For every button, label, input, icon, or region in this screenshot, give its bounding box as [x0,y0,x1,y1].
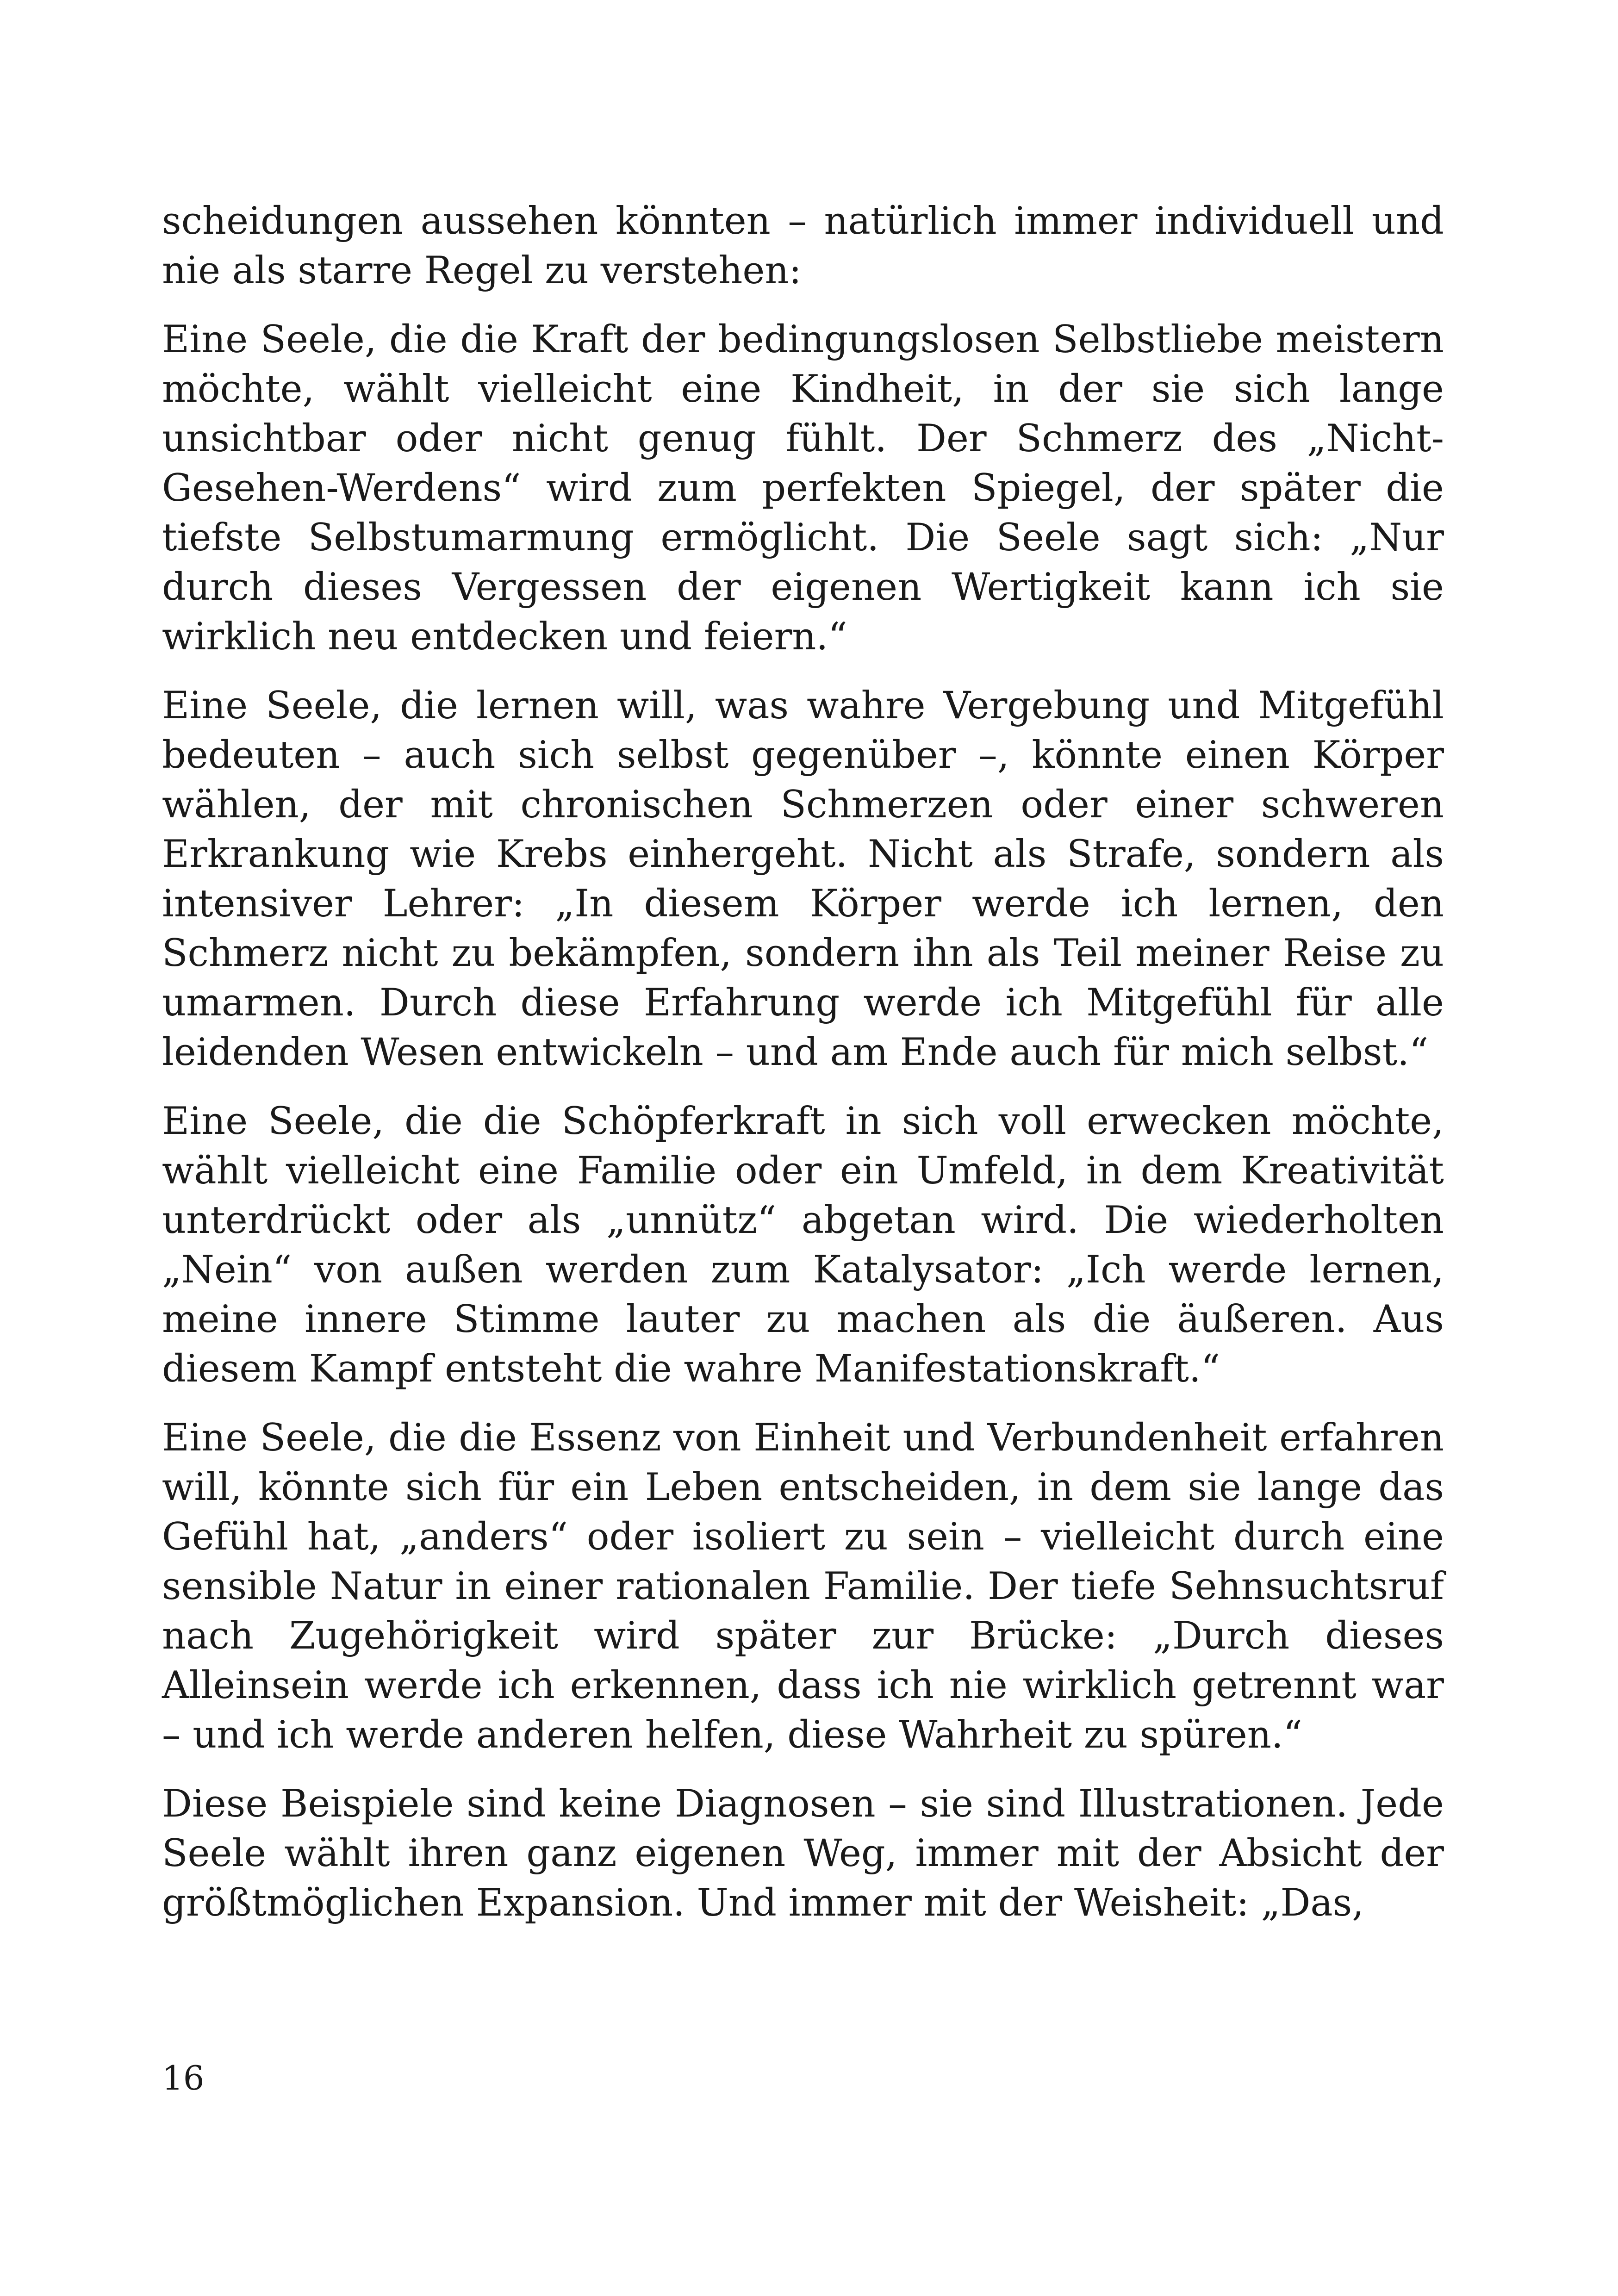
paragraph-1: scheidungen aussehen könnten – natürlich immer individuell und nie als starre Regel zu verstehen: [162,199,1444,292]
body-text [162,197,1444,1948]
paragraph-2: Eine Seele, die die Kraft der bedingungslosen Selbstliebe meistern möchte, wählt vielleicht eine Kindheit, in der sie sich lange unsichtbar oder nicht genug fühlt. Der Schmerz des „Nicht-Gesehen-Werdens“ wird zum perfekten Spiegel, der später die tiefste Selbstumarmung ermöglicht. Die Seele sagt sich: „Nur durch dieses Vergessen der eigenen Wertigkeit kann ich sie wirklich neu entdecken und feiern.“ [162,318,1444,659]
paragraph-4: Eine Seele, die die Schöpferkraft in sich voll erwecken möchte, wählt vielleicht eine Familie oder ein Umfeld, in dem Kreativität unterdrückt oder als „unnütz“ abgetan wird. Die wiederholten „Nein“ von außen werden zum Katalysator: „Ich werde lernen, meine innere Stimme lauter zu machen als die äußeren. Aus diesem Kampf entsteht die wahre Manifestationskraft.“ [162,1100,1444,1391]
paragraph-6: Diese Beispiele sind keine Diagnosen – sie sind Illustrationen. Jede Seele wählt ihren ganz eigenen Weg, immer mit der Absicht der größtmöglichen Expansion. Und immer mit der Weisheit: „Das, [162,1782,1444,1925]
paragraph-5: Eine Seele, die die Essenz von Einheit und Verbundenheit erfahren will, könnte sich für ein Leben entscheiden, in dem sie lange das Gefühl hat, „anders“ oder isoliert zu sein – vielleicht durch eine sensible Natur in einer rationalen Familie. Der tiefe Sehnsuchtsruf nach Zugehörigkeit wird später zur Brücke: „Durch dieses Alleinsein werde ich erkennen, dass ich nie wirklich getrennt war – und ich werde anderen helfen, diese Wahrheit zu spüren.“ [162,1416,1444,1757]
page-number: 16 [162,2059,205,2097]
paragraph-3: Eine Seele, die lernen will, was wahre Vergebung und Mitgefühl bedeuten – auch sich selbst gegenüber –, könnte einen Körper wählen, der mit chronischen Schmerzen oder einer schweren Erkrankung wie Krebs einhergeht. Nicht als Strafe, sondern als intensiver Lehrer: „In diesem Körper werde ich lernen, den Schmerz nicht zu bekämpfen, sondern ihn als Teil meiner Reise zu umarmen. Durch diese Erfahrung werde ich Mitgefühl für alle leidenden Wesen entwickeln – und am Ende auch für mich selbst.“ [162,684,1444,1074]
